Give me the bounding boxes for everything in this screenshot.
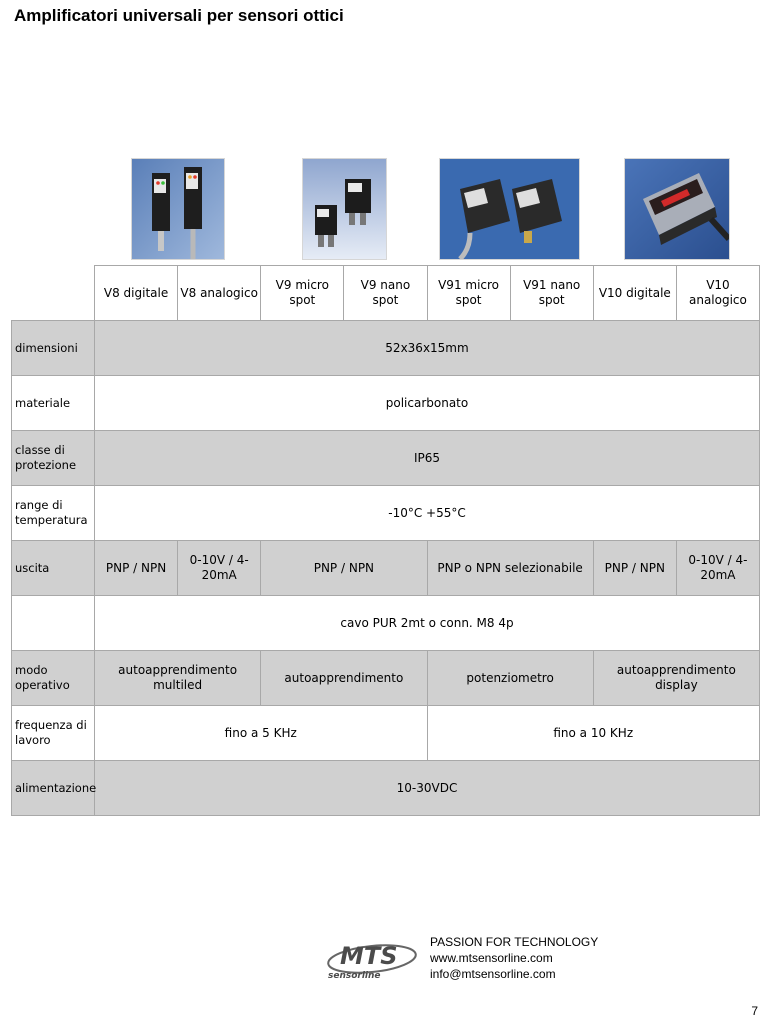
footer-website-link[interactable]: www.mtsensorline.com — [430, 951, 553, 965]
header-v10-digitale: V10 digitale — [593, 266, 676, 321]
table-cell: PNP / NPN — [95, 541, 178, 596]
header-v9-micro-spot: V9 micro spot — [261, 266, 344, 321]
header-v91-micro-spot: V91 micro spot — [427, 266, 510, 321]
footer-slogan: PASSION FOR TECHNOLOGY — [430, 935, 599, 949]
table-row — [12, 376, 760, 431]
table-cell: autoapprendimento multiled — [95, 651, 261, 706]
table-cell: fino a 5 KHz — [95, 706, 428, 761]
table-cell: PNP / NPN — [261, 541, 427, 596]
table-cell: 0-10V / 4-20mA — [178, 541, 261, 596]
row-label: alimentazione — [12, 761, 95, 816]
table-cell: policarbonato — [95, 376, 760, 431]
table-cell: PNP / NPN — [593, 541, 676, 596]
row-label: range di temperatura — [12, 486, 95, 541]
table-cell: cavo PUR 2mt o conn. M8 4p — [95, 596, 760, 651]
logo-text: MTS — [340, 942, 398, 970]
table-cell: 52x36x15mm — [95, 321, 760, 376]
table-cell: fino a 10 KHz — [427, 706, 760, 761]
table-cell: autoapprendimento — [261, 651, 427, 706]
row-label: uscita — [12, 541, 95, 596]
product-photo-v9 — [302, 158, 387, 260]
header-corner — [12, 266, 95, 321]
product-photo-v8 — [131, 158, 225, 260]
table-header-row — [12, 266, 760, 321]
page-title: Amplificatori universali per sensori ottici — [14, 6, 344, 25]
table-row — [12, 706, 760, 761]
mts-logo — [322, 934, 422, 982]
product-photo-v91 — [439, 158, 580, 260]
spec-table — [11, 265, 760, 816]
table-cell: 0-10V / 4-20mA — [676, 541, 759, 596]
table-row — [12, 321, 760, 376]
row-label: dimensioni — [12, 321, 95, 376]
row-label: classe di protezione — [12, 431, 95, 486]
header-v8-digitale: V8 digitale — [95, 266, 178, 321]
table-row — [12, 431, 760, 486]
row-label — [12, 596, 95, 651]
table-row — [12, 651, 760, 706]
table-row — [12, 761, 760, 816]
row-label: materiale — [12, 376, 95, 431]
footer-email-link[interactable]: info@mtsensorline.com — [430, 967, 556, 981]
table-row — [12, 596, 760, 651]
header-v8-analogico: V8 analogico — [178, 266, 261, 321]
logo-subtext: sensorline — [328, 971, 381, 981]
header-v9-nano-spot: V9 nano spot — [344, 266, 427, 321]
product-photo-v10 — [624, 158, 730, 260]
table-row — [12, 486, 760, 541]
header-v10-analogico: V10 analogico — [676, 266, 759, 321]
table-cell: IP65 — [95, 431, 760, 486]
table-cell: -10°C +55°C — [95, 486, 760, 541]
table-cell: potenziometro — [427, 651, 593, 706]
row-label: modo operativo — [12, 651, 95, 706]
row-label: frequenza di lavoro — [12, 706, 95, 761]
header-v91-nano-spot: V91 nano spot — [510, 266, 593, 321]
table-cell: PNP o NPN selezionabile — [427, 541, 593, 596]
footer-contact — [430, 934, 598, 982]
table-row — [12, 541, 760, 596]
table-cell: autoapprendimento display — [593, 651, 759, 706]
table-cell: 10-30VDC — [95, 761, 760, 816]
page-number: 7 — [751, 1004, 758, 1018]
